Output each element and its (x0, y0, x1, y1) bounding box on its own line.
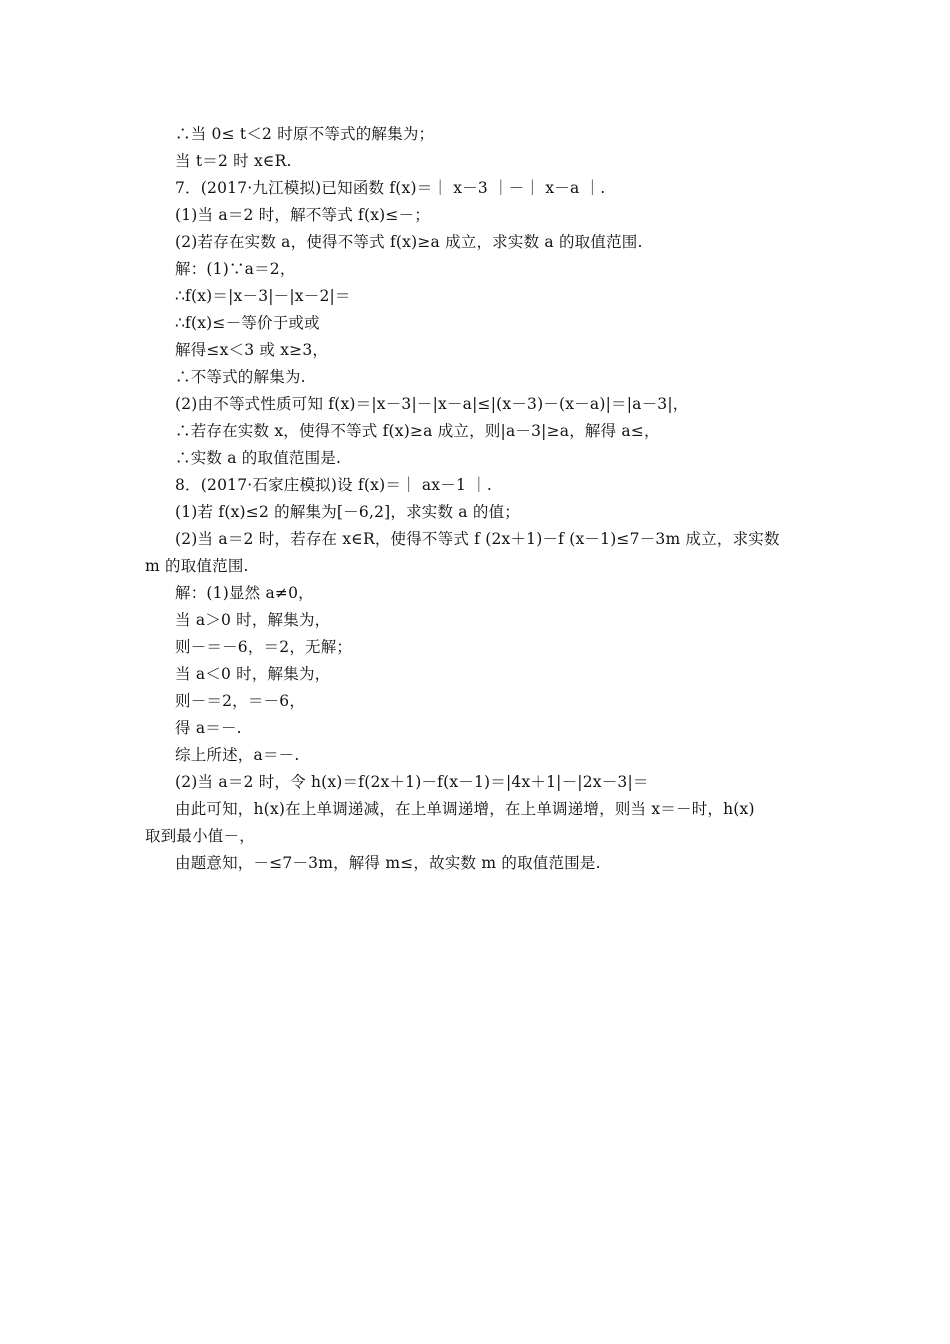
text-line: m 的取值范围. (145, 557, 249, 575)
text-line: 则－＝－6，＝2，无解； (175, 638, 353, 656)
text-line: 当 a＞0 时，解集为， (175, 611, 331, 629)
text-line: 当 a＜0 时，解集为， (175, 665, 331, 683)
text-line: ∴不等式的解集为. (175, 368, 306, 386)
text-line: 则－＝2，＝－6， (175, 692, 306, 710)
text-line: 得 a＝－. (175, 719, 242, 737)
text-line: 解：(1)∵a＝2， (175, 260, 296, 278)
text-line: 解得≤x＜3 或 x≥3， (175, 341, 329, 359)
problem-8-heading: 8．(2017·石家庄模拟)设 f(x)＝｜ ax－1 ｜. (175, 476, 492, 494)
text-line: 由此可知，h(x)在上单调递减，在上单调递增，在上单调递增，则当 x＝－时，h(x) (175, 800, 755, 818)
text-line: 当 t＝2 时 x∈R. (175, 152, 292, 170)
text-line: (2)由不等式性质可知 f(x)＝|x－3|－|x－a|≤|(x－3)－(x－a)|＝|a－3|， (175, 395, 689, 413)
text-line: (2)当 a＝2 时，若存在 x∈R，使得不等式 f (2x＋1)－f (x－1)≤7－3m 成立，求实数 (175, 530, 780, 548)
text-line: ∴若存在实数 x，使得不等式 f(x)≥a 成立，则|a－3|≥a，解得 a≤， (175, 422, 660, 440)
text-line: ∴f(x)≤－等价于或或 (175, 314, 320, 332)
text-line: ∴实数 a 的取值范围是. (175, 449, 342, 467)
text-line: 由题意知，－≤7－3m，解得 m≤，故实数 m 的取值范围是. (175, 854, 601, 872)
text-line: (2)若存在实数 a，使得不等式 f(x)≥a 成立，求实数 a 的取值范围. (175, 233, 643, 251)
text-line: (1)若 f(x)≤2 的解集为[－6,2]，求实数 a 的值； (175, 503, 520, 521)
text-line: ∴当 0≤ t＜2 时原不等式的解集为； (175, 125, 435, 143)
text-line: (1)当 a＝2 时，解不等式 f(x)≤－； (175, 206, 430, 224)
text-line: 取到最小值－， (145, 827, 255, 845)
text-line: 解：(1)显然 a≠0， (175, 584, 314, 602)
text-line: (2)当 a＝2 时，令 h(x)＝f(2x＋1)－f(x－1)＝|4x＋1|－|2x－3|＝ (175, 773, 649, 791)
text-line: ∴f(x)＝|x－3|－|x－2|＝ (175, 287, 351, 305)
solution-text (145, 121, 815, 877)
problem-7-heading: 7．(2017·九江模拟)已知函数 f(x)＝｜ x－3 ｜－｜ x－a ｜. (175, 179, 606, 197)
text-line: 综上所述，a＝－. (175, 746, 300, 764)
